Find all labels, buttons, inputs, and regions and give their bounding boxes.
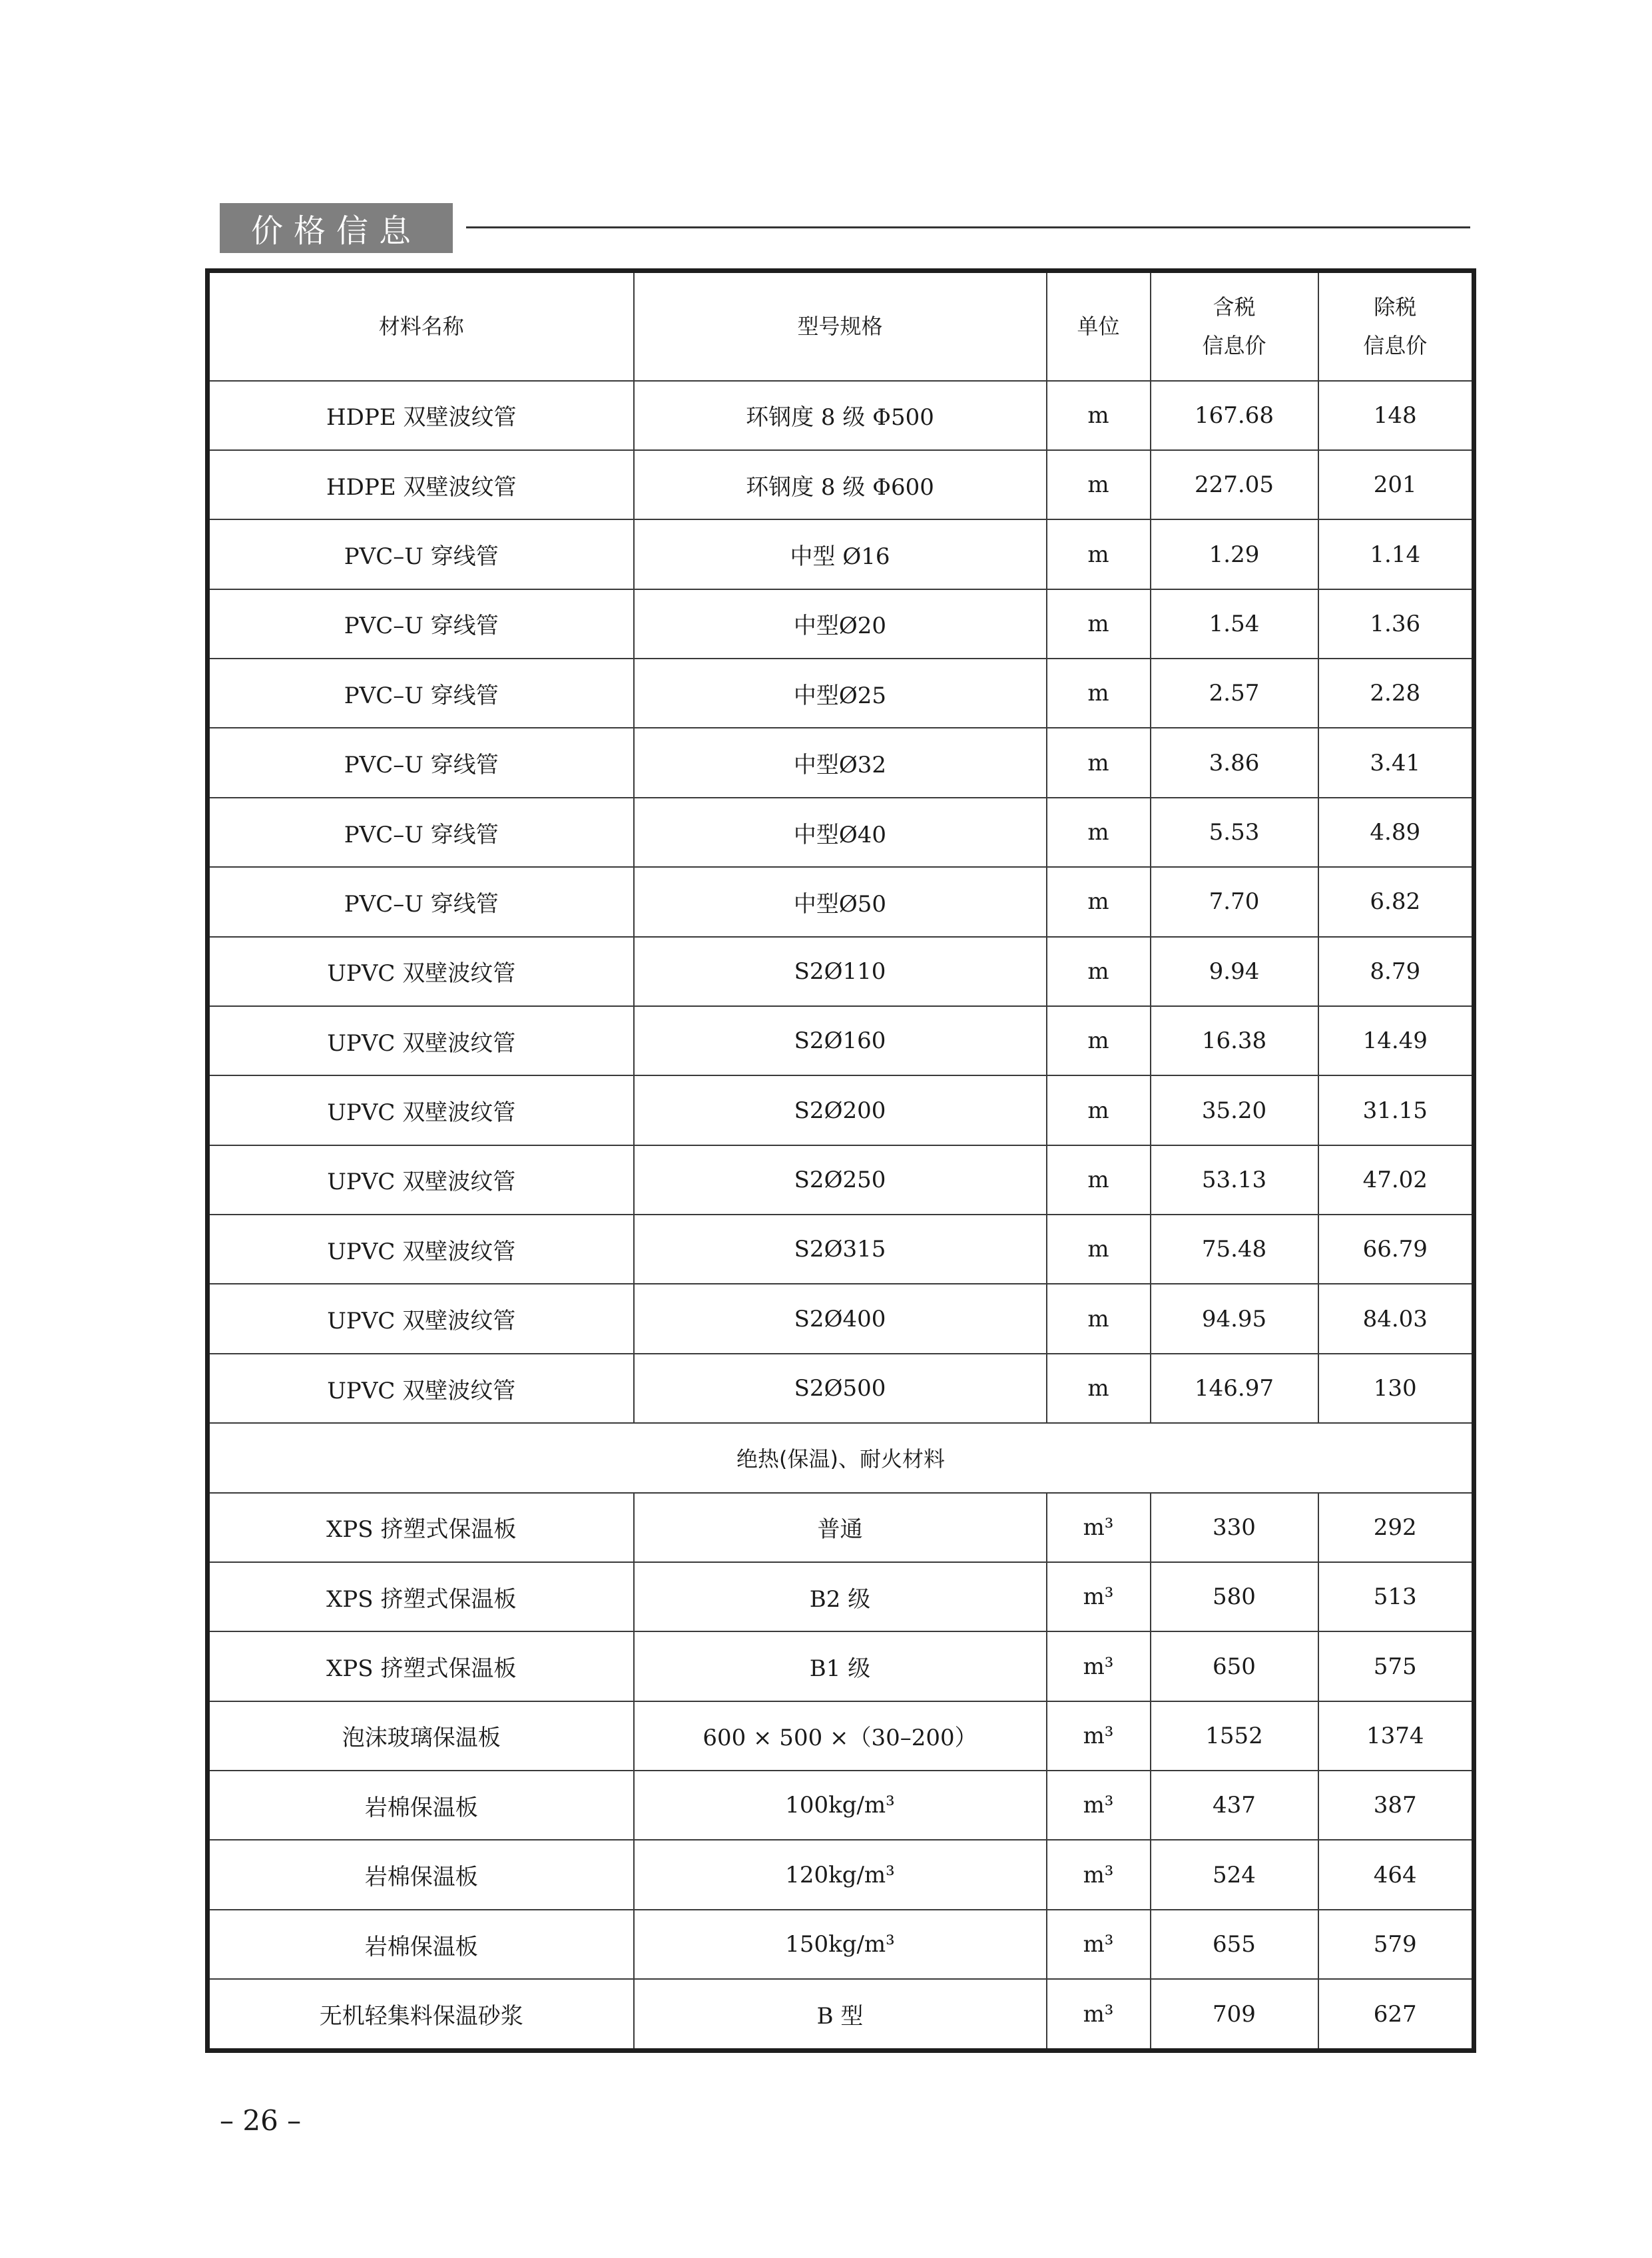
cell-price-tax: 2.57 <box>1151 659 1318 728</box>
cell-unit: m <box>1047 867 1151 936</box>
cell-price-notax: 84.03 <box>1318 1284 1474 1353</box>
cell-material-name: XPS 挤塑式保温板 <box>208 1631 634 1701</box>
cell-price-tax: 437 <box>1151 1771 1318 1840</box>
table-row <box>208 1562 1474 1631</box>
cell-spec: 环钢度 8 级 Φ500 <box>634 381 1047 450</box>
cell-spec: S2Ø200 <box>634 1075 1047 1145</box>
table-row <box>208 1006 1474 1075</box>
cell-material-name: UPVC 双壁波纹管 <box>208 1215 634 1284</box>
cell-price-notax: 47.02 <box>1318 1145 1474 1215</box>
cell-price-notax: 1374 <box>1318 1701 1474 1771</box>
cell-material-name: PVC–U 穿线管 <box>208 659 634 728</box>
cell-material-name: HDPE 双壁波纹管 <box>208 450 634 519</box>
table-row <box>208 798 1474 867</box>
cell-price-notax: 2.28 <box>1318 659 1474 728</box>
cell-price-tax: 16.38 <box>1151 1006 1318 1075</box>
cell-price-tax: 75.48 <box>1151 1215 1318 1284</box>
table-row <box>208 937 1474 1006</box>
cell-price-tax: 655 <box>1151 1910 1318 1979</box>
table-row <box>208 1979 1474 2050</box>
cell-price-tax: 53.13 <box>1151 1145 1318 1215</box>
cell-unit: m <box>1047 1075 1151 1145</box>
cell-price-tax: 3.86 <box>1151 728 1318 797</box>
cell-spec: S2Ø250 <box>634 1145 1047 1215</box>
cell-unit: m³ <box>1047 1631 1151 1701</box>
section-header-row <box>208 1423 1474 1492</box>
table-row <box>208 728 1474 797</box>
cell-price-notax: 148 <box>1318 381 1474 450</box>
table-row <box>208 1701 1474 1771</box>
cell-spec: 中型Ø40 <box>634 798 1047 867</box>
cell-material-name: UPVC 双壁波纹管 <box>208 937 634 1006</box>
cell-price-notax: 6.82 <box>1318 867 1474 936</box>
col-header-name: 材料名称 <box>208 271 634 381</box>
table-row <box>208 1215 1474 1284</box>
table-row <box>208 1354 1474 1423</box>
cell-price-tax: 1552 <box>1151 1701 1318 1771</box>
cell-material-name: PVC–U 穿线管 <box>208 589 634 659</box>
cell-unit: m <box>1047 450 1151 519</box>
cell-unit: m <box>1047 798 1151 867</box>
cell-material-name: HDPE 双壁波纹管 <box>208 381 634 450</box>
cell-spec: S2Ø110 <box>634 937 1047 1006</box>
table-row <box>208 1631 1474 1701</box>
cell-material-name: PVC–U 穿线管 <box>208 728 634 797</box>
cell-spec: 中型Ø32 <box>634 728 1047 797</box>
col-header-price-tax: 含税 信息价 <box>1151 271 1318 381</box>
cell-spec: 100kg/m³ <box>634 1771 1047 1840</box>
cell-spec: S2Ø315 <box>634 1215 1047 1284</box>
table-row <box>208 659 1474 728</box>
cell-unit: m³ <box>1047 1562 1151 1631</box>
cell-price-tax: 1.29 <box>1151 519 1318 589</box>
cell-price-notax: 1.36 <box>1318 589 1474 659</box>
cell-material-name: 无机轻集料保温砂浆 <box>208 1979 634 2050</box>
table-row <box>208 519 1474 589</box>
section-header-cell: 绝热(保温)、耐火材料 <box>208 1423 1474 1492</box>
cell-price-notax: 31.15 <box>1318 1075 1474 1145</box>
cell-spec: 150kg/m³ <box>634 1910 1047 1979</box>
cell-unit: m <box>1047 1006 1151 1075</box>
table-row <box>208 1771 1474 1840</box>
cell-material-name: UPVC 双壁波纹管 <box>208 1006 634 1075</box>
table-row <box>208 1284 1474 1353</box>
cell-price-tax: 35.20 <box>1151 1075 1318 1145</box>
cell-material-name: UPVC 双壁波纹管 <box>208 1145 634 1215</box>
cell-spec: B1 级 <box>634 1631 1047 1701</box>
cell-price-notax: 1.14 <box>1318 519 1474 589</box>
table-row <box>208 1493 1474 1562</box>
col-header-unit: 单位 <box>1047 271 1151 381</box>
cell-material-name: 岩棉保温板 <box>208 1910 634 1979</box>
cell-material-name: UPVC 双壁波纹管 <box>208 1354 634 1423</box>
cell-price-notax: 201 <box>1318 450 1474 519</box>
cell-price-tax: 650 <box>1151 1631 1318 1701</box>
cell-price-notax: 66.79 <box>1318 1215 1474 1284</box>
cell-unit: m <box>1047 1284 1151 1353</box>
cell-unit: m <box>1047 1354 1151 1423</box>
cell-material-name: 岩棉保温板 <box>208 1771 634 1840</box>
col-header-price-notax: 除税 信息价 <box>1318 271 1474 381</box>
cell-unit: m <box>1047 937 1151 1006</box>
cell-price-notax: 3.41 <box>1318 728 1474 797</box>
cell-spec: 中型 Ø16 <box>634 519 1047 589</box>
cell-price-tax: 5.53 <box>1151 798 1318 867</box>
cell-material-name: PVC–U 穿线管 <box>208 519 634 589</box>
cell-unit: m <box>1047 1145 1151 1215</box>
cell-price-tax: 330 <box>1151 1493 1318 1562</box>
cell-unit: m³ <box>1047 1701 1151 1771</box>
cell-spec: S2Ø500 <box>634 1354 1047 1423</box>
cell-price-notax: 464 <box>1318 1840 1474 1909</box>
cell-price-tax: 580 <box>1151 1562 1318 1631</box>
cell-price-notax: 8.79 <box>1318 937 1474 1006</box>
cell-unit: m <box>1047 519 1151 589</box>
cell-price-tax: 524 <box>1151 1840 1318 1909</box>
cell-price-tax: 94.95 <box>1151 1284 1318 1353</box>
cell-spec: B2 级 <box>634 1562 1047 1631</box>
cell-material-name: UPVC 双壁波纹管 <box>208 1284 634 1353</box>
section-title-badge: 价格信息 <box>220 203 453 253</box>
cell-spec: 中型Ø50 <box>634 867 1047 936</box>
cell-spec: 环钢度 8 级 Φ600 <box>634 450 1047 519</box>
col-header-spec: 型号规格 <box>634 271 1047 381</box>
cell-price-tax: 227.05 <box>1151 450 1318 519</box>
cell-spec: B 型 <box>634 1979 1047 2050</box>
cell-price-notax: 14.49 <box>1318 1006 1474 1075</box>
cell-price-tax: 146.97 <box>1151 1354 1318 1423</box>
cell-spec: 中型Ø20 <box>634 589 1047 659</box>
table-row <box>208 1075 1474 1145</box>
table-row <box>208 381 1474 450</box>
cell-material-name: PVC–U 穿线管 <box>208 798 634 867</box>
cell-price-notax: 579 <box>1318 1910 1474 1979</box>
cell-material-name: 岩棉保温板 <box>208 1840 634 1909</box>
cell-price-tax: 9.94 <box>1151 937 1318 1006</box>
cell-price-tax: 167.68 <box>1151 381 1318 450</box>
cell-price-notax: 130 <box>1318 1354 1474 1423</box>
cell-price-tax: 7.70 <box>1151 867 1318 936</box>
table-row <box>208 450 1474 519</box>
cell-spec: S2Ø400 <box>634 1284 1047 1353</box>
cell-price-notax: 387 <box>1318 1771 1474 1840</box>
table-row <box>208 1840 1474 1909</box>
cell-unit: m <box>1047 1215 1151 1284</box>
cell-spec: 600 × 500 ×（30–200） <box>634 1701 1047 1771</box>
cell-spec: 中型Ø25 <box>634 659 1047 728</box>
cell-price-tax: 1.54 <box>1151 589 1318 659</box>
cell-price-notax: 627 <box>1318 1979 1474 2050</box>
cell-unit: m³ <box>1047 1493 1151 1562</box>
cell-spec: S2Ø160 <box>634 1006 1047 1075</box>
cell-material-name: PVC–U 穿线管 <box>208 867 634 936</box>
cell-unit: m <box>1047 381 1151 450</box>
cell-price-notax: 513 <box>1318 1562 1474 1631</box>
cell-material-name: UPVC 双壁波纹管 <box>208 1075 634 1145</box>
cell-price-notax: 4.89 <box>1318 798 1474 867</box>
cell-unit: m <box>1047 728 1151 797</box>
header-rule <box>466 226 1470 228</box>
cell-unit: m <box>1047 589 1151 659</box>
cell-spec: 120kg/m³ <box>634 1840 1047 1909</box>
page-number: – 26 – <box>220 2104 302 2137</box>
table-row <box>208 867 1474 936</box>
cell-material-name: XPS 挤塑式保温板 <box>208 1562 634 1631</box>
cell-unit: m³ <box>1047 1771 1151 1840</box>
table-row <box>208 589 1474 659</box>
cell-unit: m³ <box>1047 1979 1151 2050</box>
table-row <box>208 1145 1474 1215</box>
table-header-row <box>208 271 1474 381</box>
cell-price-tax: 709 <box>1151 1979 1318 2050</box>
cell-unit: m³ <box>1047 1910 1151 1979</box>
cell-unit: m <box>1047 659 1151 728</box>
cell-material-name: XPS 挤塑式保温板 <box>208 1493 634 1562</box>
cell-price-notax: 292 <box>1318 1493 1474 1562</box>
cell-material-name: 泡沫玻璃保温板 <box>208 1701 634 1771</box>
cell-price-notax: 575 <box>1318 1631 1474 1701</box>
table-row <box>208 1910 1474 1979</box>
price-table <box>205 268 1476 2053</box>
cell-spec: 普通 <box>634 1493 1047 1562</box>
cell-unit: m³ <box>1047 1840 1151 1909</box>
